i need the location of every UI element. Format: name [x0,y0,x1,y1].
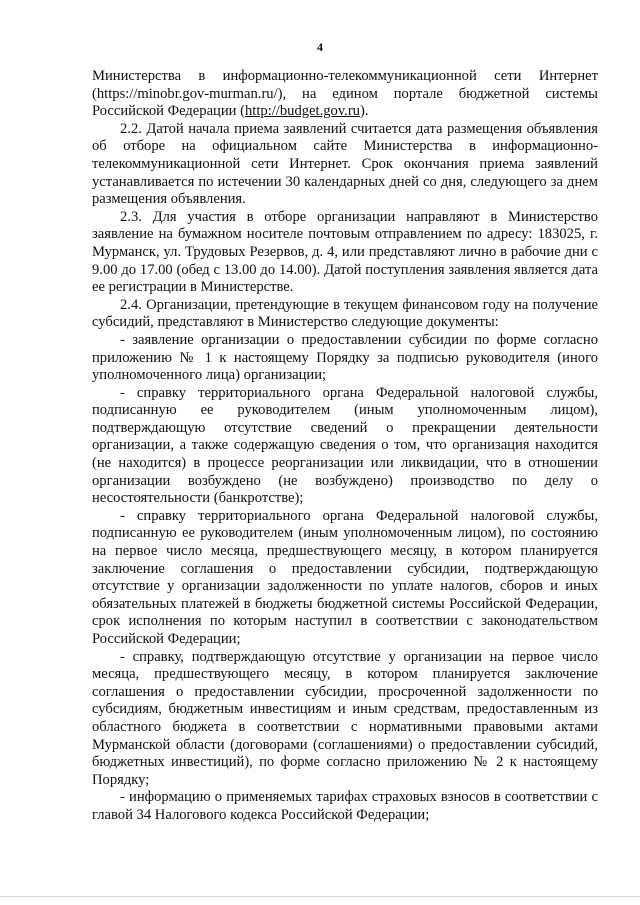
paragraph-text: ). [359,103,369,120]
page-number: 4 [317,40,323,54]
document-body [92,68,598,825]
list-item-tax-certificate-debt: - справку территориального органа Федеральной налоговой службы, подписанную ее руководителем (иным уполномоченным лицом), по состоянию на первое число месяца, предшествующего месяцу, в котором планируется заключение соглашения о предоставлении субсидии, подтверждающую отсутствие у организации задолженности по уплате налогов, сборов и иных обязательных платежей в бюджеты бюджетной системы Российской Федерации, срок исполнения по которым наступил в соответствии с законодательством Российской Федерации; [92,507,598,647]
paragraph-2-3: 2.3. Для участия в отборе организации направляют в Министерство заявление на бумажном носителе почтовым отправлением по адресу: 183025, г. Мурманск, ул. Трудовых Резервов, д. 4, или представляют лично в рабочие дни с 9.00 до 17.00 (обед с 13.00 до 14.00). Датой поступления заявления является дата ее регистрации в Министерстве. [92,208,598,296]
budget-portal-link[interactable]: http://budget.gov.ru [245,103,360,120]
list-item-application: - заявление организации о предоставлении субсидии по форме согласно приложению № 1 к настоящему Порядку за подписью руководителя (иного уполномоченного лица) организации; [92,331,598,384]
paragraph-2-4: 2.4. Организации, претендующие в текущем финансовом году на получение субсидий, представляют в Министерство следующие документы: [92,296,598,331]
list-item-subsidy-debt-certificate: - справку, подтверждающую отсутствие у организации на первое число месяца, предшествующего месяцу, в котором планируется заключение соглашения о предоставлении субсидии, просроченной задолженности по субсидиям, бюджетным инвестициям и иным средствам, предоставленным из областного бюджета в соответствии с нормативными правовыми актами Мурманской области (договорами (соглашениями) о предоставлении субсидий, бюджетных инвестиций), по форме согласно приложению № 2 к настоящему Порядку; [92,648,598,788]
page-bottom-edge [0,896,640,897]
paragraph-ministry-website [92,68,598,121]
paragraph-text: Министерства в информационно-телекоммуникационной сети Интернет (https://minobr.gov-murman.ru/), на едином портале бюджетной системы Российской Федерации ( [92,68,598,120]
paragraph-2-2: 2.2. Датой начала приема заявлений считается дата размещения объявления об отборе на официальном сайте Министерства в информационно-телекоммуникационной сети Интернет. Срок окончания приема заявлений устанавливается по истечении 30 календарных дней со дня, следующего за днем размещения объявления. [92,120,598,208]
list-item-insurance-tariffs: - информацию о применяемых тарифах страховых взносов в соответствии с главой 34 Налогового кодекса Российской Федерации; [92,789,598,823]
list-item-tax-certificate-status: - справку территориального органа Федеральной налоговой службы, подписанную ее руководителем (иным уполномоченным лицом), подтверждающую отсутствие сведений о прекращении деятельности организации, а также содержащую сведения о том, что организация находится (не находится) в процессе реорганизации или ликвидации, что в отношении организации возбуждено (не возбуждено) производство по делу о несостоятельности (банкротстве); [92,384,598,507]
